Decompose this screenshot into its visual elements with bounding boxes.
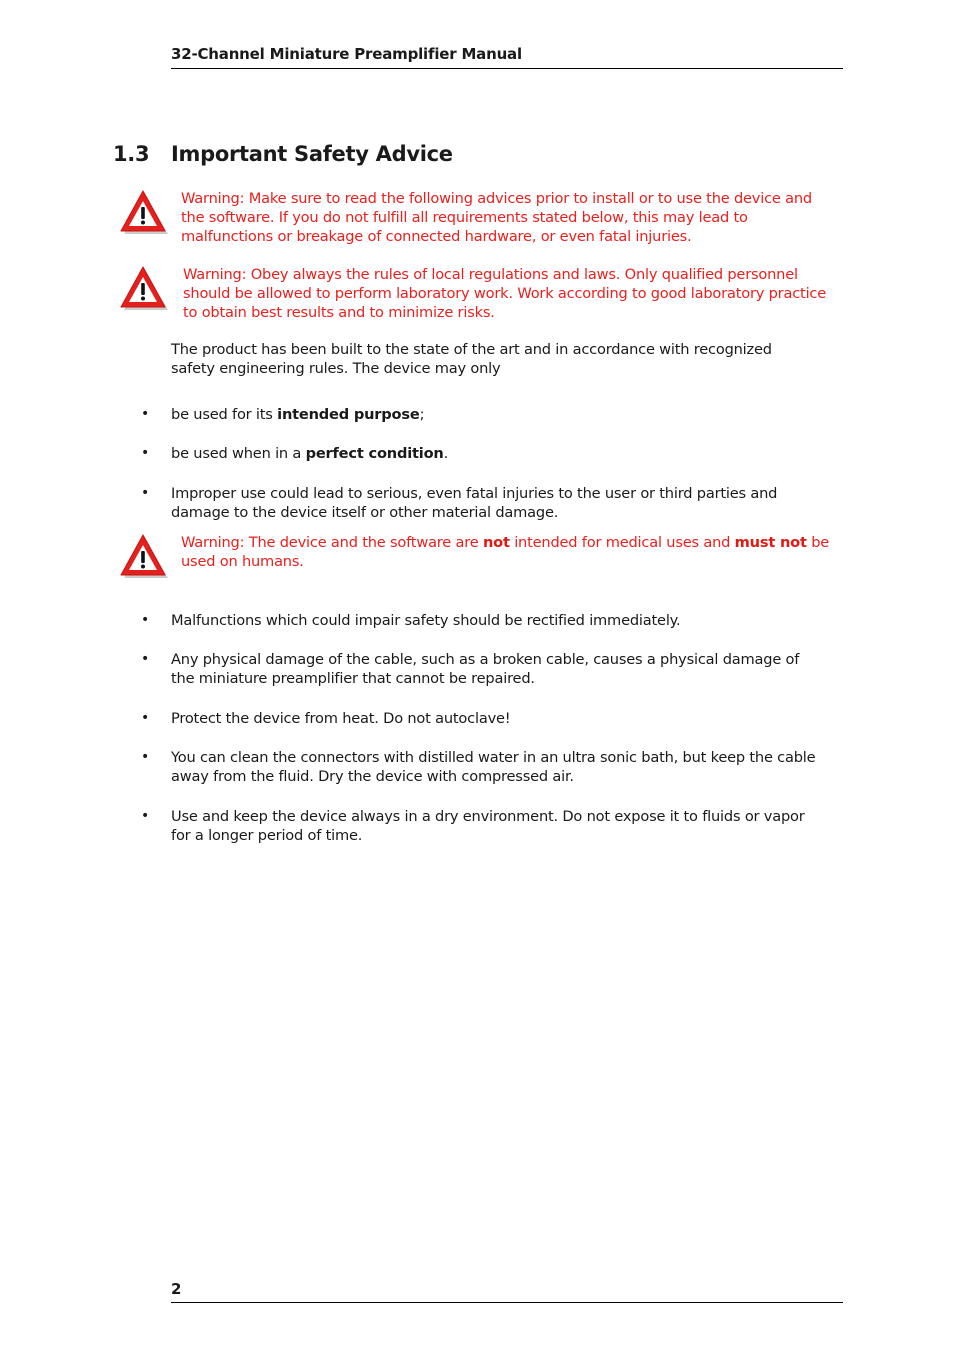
list-item: Improper use could lead to serious, even fatal injuries to the user or third parties and damage to the device itself or other material damage. — [171, 485, 778, 521]
warning-triangle-icon — [118, 189, 168, 235]
warning-text-2: Warning: Obey always the rules of local regulations and laws. Only qualified personnel should be allowed to perform laboratory work. Work according to good laboratory practice to obtain best results and to minimize risks. — [183, 266, 827, 321]
section-title: Important Safety Advice — [171, 142, 453, 166]
intro-paragraph: The product has been built to the state of the art and in accordance with recognized safety engineering rules. The device may only — [171, 341, 772, 377]
bullet-marker: • — [141, 485, 150, 501]
list-item: Protect the device from heat. Do not autoclave! — [171, 710, 511, 727]
page-number: 2 — [171, 1280, 182, 1298]
list-item: Use and keep the device always in a dry environment. Do not expose it to fluids or vapor for a longer period of time. — [171, 808, 805, 844]
bullet-marker: • — [141, 651, 150, 667]
list-item-text: . — [443, 445, 449, 462]
list-item — [171, 444, 831, 463]
list-item-bold: perfect condition — [305, 445, 444, 462]
warning-icon-3 — [118, 533, 168, 583]
list-item-text: be used when in a — [171, 445, 306, 462]
warning-icon-1 — [118, 189, 168, 239]
section-number: 1.3 — [113, 142, 150, 166]
bullet-marker: • — [141, 710, 150, 726]
warning-bold: not — [482, 534, 510, 551]
header-rule — [171, 68, 843, 69]
warning-text: be used on humans. — [181, 534, 830, 570]
list-item-text: be used for its — [171, 406, 278, 423]
bullet-marker: • — [141, 406, 150, 422]
bullet-marker: • — [141, 808, 150, 824]
list-item-bold: intended purpose — [277, 406, 420, 423]
list-item: Any physical damage of the cable, such as a broken cable, causes a physical damage of the miniature preamplifier that cannot be repaired. — [171, 651, 800, 687]
warning-text: Warning: The device and the software are — [181, 534, 483, 551]
running-header-title: 32-Channel Miniature Preamplifier Manual — [171, 45, 522, 63]
bullet-marker: • — [141, 749, 150, 765]
list-item: Malfunctions which could impair safety should be rectified immediately. — [171, 612, 681, 629]
warning-triangle-icon — [118, 265, 168, 311]
list-item — [171, 405, 831, 424]
warning-triangle-icon — [118, 533, 168, 579]
list-item: You can clean the connectors with distilled water in an ultra sonic bath, but keep the cable away from the fluid. Dry the device with compressed air. — [171, 749, 816, 785]
warning-text-3 — [181, 533, 845, 571]
warning-bold: must not — [734, 534, 807, 551]
bullet-marker: • — [141, 612, 150, 628]
footer-rule — [171, 1302, 843, 1303]
list-item-text: ; — [419, 406, 425, 423]
bullet-marker: • — [141, 445, 150, 461]
warning-text: intended for medical uses and — [509, 534, 735, 551]
warning-text-1: Warning: Make sure to read the following advices prior to install or to use the device and the software. If you do not fulfill all requirements stated below, this may lead to malfunctions or breakage of connected hardware, or even fatal injuries. — [181, 190, 813, 245]
warning-icon-2 — [118, 265, 168, 315]
